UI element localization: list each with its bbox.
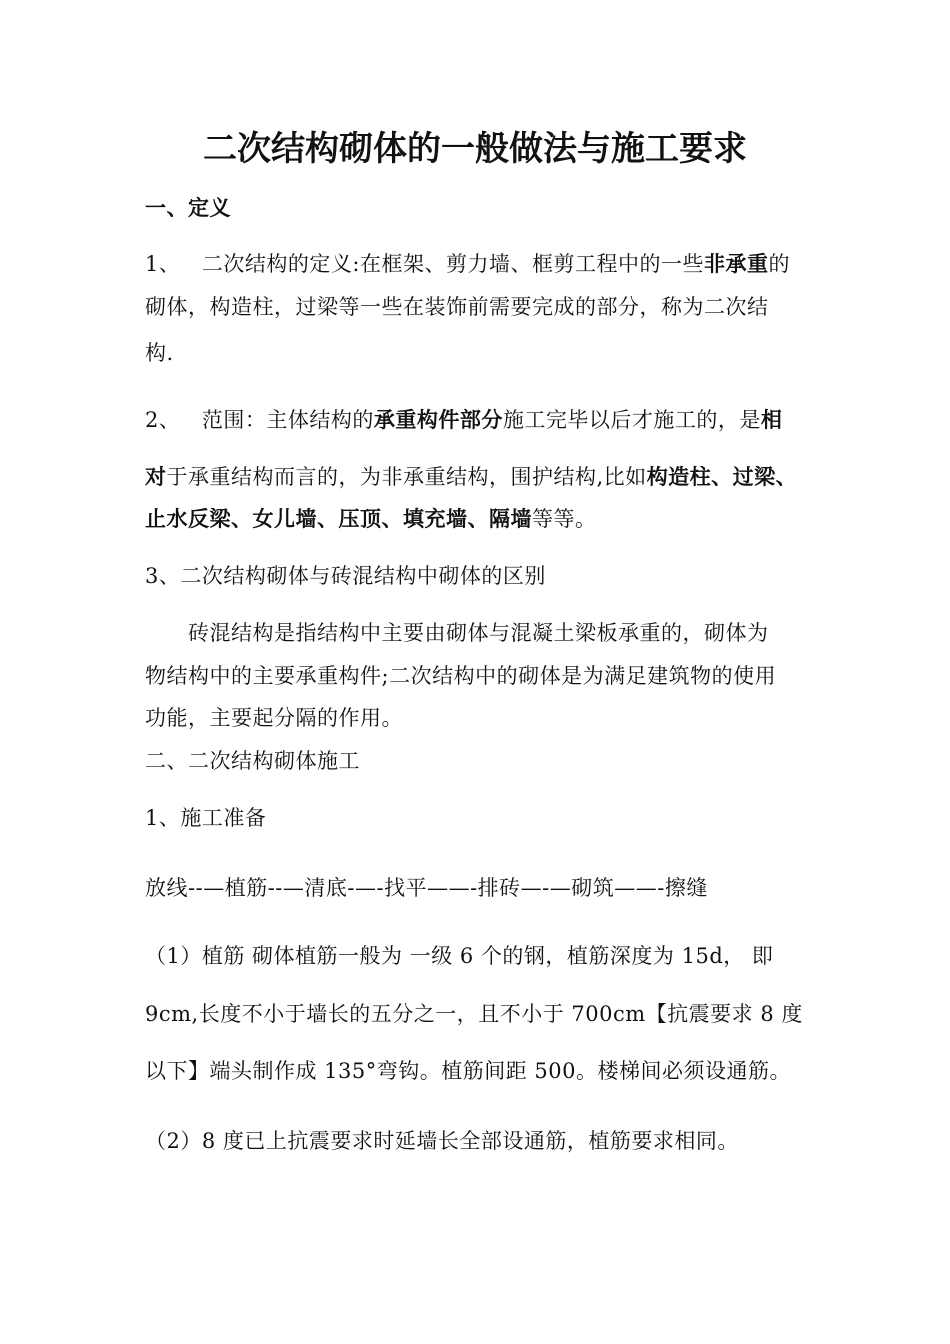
document-title: 二次结构砌体的一般做法与施工要求 [203, 129, 747, 169]
paragraph-1-line-2: 砌体，构造柱，过梁等一些在装饰前需要完成的部分，称为二次结 [145, 295, 769, 319]
process-flow: 放线--—植筋--—清底-—-找平——-排砖—-—砌筑——-擦缝 [145, 876, 708, 900]
section-heading-definition: 一、定义 [145, 195, 231, 220]
paragraph-1-line-1 [145, 249, 790, 279]
paragraph-3-line-3: 功能，主要起分隔的作用。 [145, 706, 403, 730]
item-2: （2）8 度已上抗震要求时延墙长全部设通筋，植筋要求相同。 [145, 1129, 739, 1153]
paragraph-2-line-3 [145, 504, 597, 534]
bold-text: 相 [760, 407, 783, 432]
item-1-line-2: 9cm,长度不小于墙长的五分之一，且不小于 700cm【抗震要求 8 度 [145, 1002, 803, 1026]
bold-text: 对 [145, 464, 167, 489]
section-3-heading: 3、二次结构砌体与砖混结构中砌体的区别 [145, 564, 546, 588]
text: 施工完毕以后才施工的，是 [502, 408, 761, 432]
paragraph-3-line-2: 物结构中的主要承重构件;二次结构中的砌体是为满足建筑物的使用 [145, 664, 777, 688]
paragraph-3-line-1: 砖混结构是指结构中主要由砌体与混凝土梁板承重的，砌体为 [188, 621, 769, 645]
bold-text: 非承重 [703, 251, 769, 276]
item-1-line-3: 以下】端头制作成 135°弯钩。植筋间距 500。楼梯间必须设通筋。 [145, 1059, 792, 1083]
text: 的 [768, 252, 790, 276]
paragraph-2-line-1 [145, 405, 782, 435]
item-1-line-1: （1）植筋 砌体植筋一般为 一级 6 个的钢，植筋深度为 15d， 即 [145, 944, 774, 968]
bold-text: 止水反梁、女儿墙、压顶、填充墙、隔墙 [145, 506, 532, 531]
text: 于承重结构而言的，为非承重结构，围护结构,比如 [166, 465, 647, 489]
item-number: 2、 [145, 408, 181, 432]
section-heading-construction: 二、二次结构砌体施工 [145, 749, 360, 773]
bold-text: 承重构件部分 [373, 407, 503, 432]
paragraph-1-line-3: 构. [145, 341, 174, 365]
text: 二次结构的定义:在框架、剪力墙、框剪工程中的一些 [201, 252, 704, 276]
subsection-preparation: 1、施工准备 [145, 806, 267, 830]
text: 范围：主体结构的 [201, 408, 374, 432]
paragraph-2-line-2 [145, 462, 797, 492]
item-number: 1、 [145, 252, 181, 276]
text: 等等。 [532, 507, 597, 531]
bold-text: 构造柱、过梁、 [646, 464, 798, 489]
